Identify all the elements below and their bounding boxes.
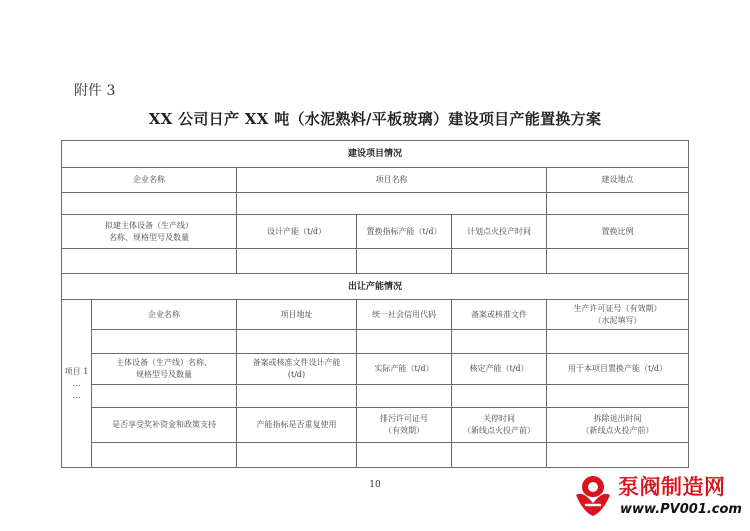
table-row [62,330,689,354]
empty-cell [547,330,689,354]
header-out-enterprise-name: 企业名称 [92,300,237,330]
empty-cell [452,443,547,468]
table-row [62,300,689,330]
header-project-address: 项目地址 [237,300,357,330]
header-out-equipment [92,354,237,385]
table-row [62,274,689,300]
header-line: （新线点火投产前） [463,426,535,435]
section-construction-heading: 建设项目情况 [62,141,689,168]
empty-cell [547,385,689,408]
header-enterprise-name: 企业名称 [62,168,237,193]
header-actual-capacity: 实际产能（t/d） [357,354,452,385]
empty-cell [62,193,237,215]
table-row [62,385,689,408]
section-outgoing-heading: 出让产能情况 [62,274,689,300]
header-filed-design-capacity [237,354,357,385]
empty-cell [237,385,357,408]
empty-cell [547,249,689,274]
header-line: 主体设备（生产线）名称、 [116,358,212,367]
header-production-license [547,300,689,330]
header-shutdown-time [452,408,547,443]
empty-cell [547,193,689,215]
empty-cell [357,249,452,274]
attachment-label: 附件 3 [74,83,116,99]
header-line: （水泥填写） [593,315,642,325]
header-filing-document: 备案或核准文件 [452,300,547,330]
header-approved-capacity: 核定产能（t/d） [452,354,547,385]
header-line: （新线点火投产前） [581,426,654,435]
empty-cell [92,330,237,354]
header-line: 规格型号及数量 [136,370,192,379]
table-row [62,408,689,443]
empty-cell [357,443,452,468]
watermark-url: www.PV001.com [620,502,742,517]
document-title: XX 公司日产 XX 吨（水泥熟料/平板玻璃）建设项目产能置换方案 [148,110,602,128]
table-row [62,168,689,193]
empty-cell [452,249,547,274]
table-row [62,443,689,468]
empty-cell [92,385,237,408]
header-project-name: 项目名称 [237,168,547,193]
pump-valve-logo-icon [570,473,616,519]
header-replacement-index: 置换指标产能（t/d） [357,215,452,249]
empty-cell [547,443,689,468]
header-design-capacity: 设计产能（t/d） [237,215,357,249]
header-index-reuse: 产能指标是否重复使用 [237,408,357,443]
watermark [570,471,746,523]
empty-cell [62,249,237,274]
table-row [62,354,689,385]
empty-cell [452,385,547,408]
header-pollutant-permit [357,408,452,443]
empty-cell [452,330,547,354]
empty-cell [357,330,452,354]
header-line: (t/d) [287,370,306,379]
header-line: 关停时间 [483,414,515,423]
table-row [62,141,689,168]
header-line: 排污许可证号 [380,414,428,423]
header-line: （有效期） [384,426,424,435]
header-line: 生产许可证号（有效期） [573,303,662,313]
page-number: 10 [369,480,381,490]
header-planned-equipment [62,215,237,249]
header-capacity-for-this-project: 用于本项目置换产能（t/d） [547,354,689,385]
project-label-line: … [72,378,81,388]
empty-cell [237,443,357,468]
project-label-line: 项目 1 [64,366,89,376]
header-removal-time [547,408,689,443]
header-replacement-ratio: 置换比例 [547,215,689,249]
project-label-line: … [72,390,81,400]
header-credit-code: 统一社会信用代码 [357,300,452,330]
header-line: 拟建主体设备（生产线） [105,220,193,230]
header-planned-ignition-time: 计划点火投产时间 [452,215,547,249]
empty-cell [237,249,357,274]
header-line: 拆除退出时间 [593,414,642,423]
table-row [62,215,689,249]
watermark-name: 泵阀制造网 [618,475,726,499]
empty-cell [357,385,452,408]
project-1-label [62,300,92,468]
table-row [62,193,689,215]
table-row [62,249,689,274]
empty-cell [237,330,357,354]
header-construction-site: 建设地点 [547,168,689,193]
empty-cell [237,193,547,215]
header-line: 名称、规格型号及数量 [109,232,189,242]
header-line: 备案或核准文件设计产能 [252,358,341,367]
capacity-replacement-table [61,140,689,468]
empty-cell [92,443,237,468]
header-subsidy-support: 是否享受奖补资金和政策支持 [92,408,237,443]
